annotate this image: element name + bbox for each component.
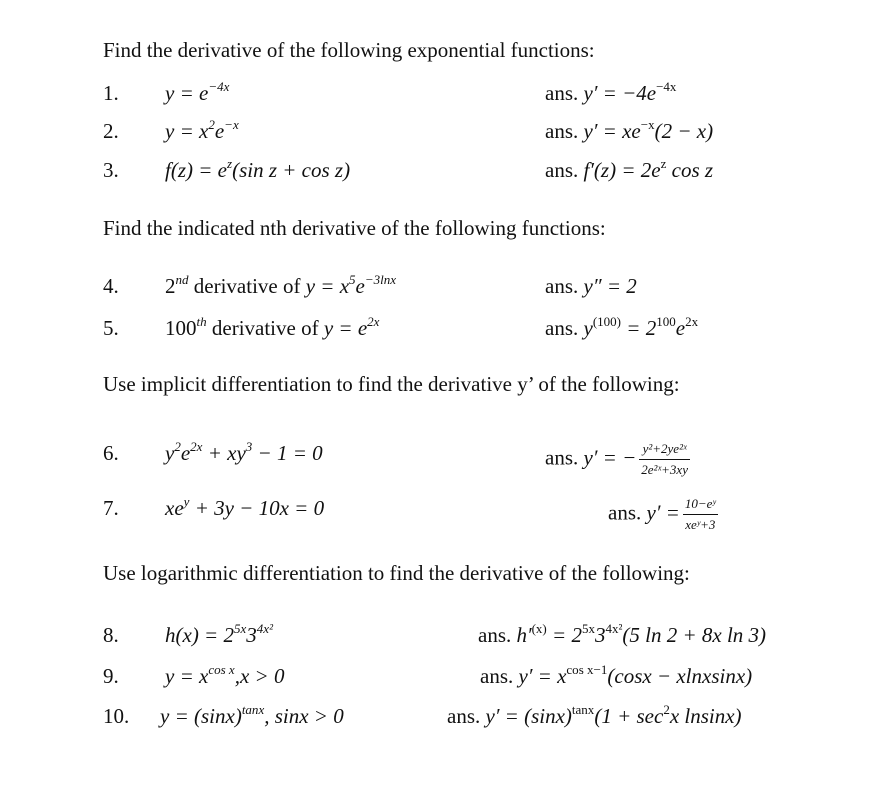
heading-logarithmic: Use logarithmic differentiation to find the derivative of the following: <box>103 561 690 585</box>
answer-part: = 2 <box>546 623 582 647</box>
answer-part: y′ = −4e <box>583 81 657 105</box>
problem-expression <box>165 620 273 648</box>
fraction-numerator: 10−eʸ <box>683 496 718 515</box>
expression-part: 5 <box>349 271 356 287</box>
answer-expression <box>545 313 699 341</box>
expression-part: y <box>183 493 190 509</box>
expression-part: 2 <box>174 438 181 454</box>
problem-expression <box>160 701 344 729</box>
expression-part: th <box>196 313 207 329</box>
expression-part: e <box>214 119 225 143</box>
expression-part: 4x² <box>256 620 273 636</box>
answer-expression <box>478 620 767 648</box>
answer-label: ans. <box>447 704 481 728</box>
heading-exponential: Find the derivative of the following exponential functions: <box>103 38 595 62</box>
expression-part: 3 <box>246 623 257 647</box>
answer-expression <box>480 661 753 689</box>
expression-part: 5x <box>233 620 247 636</box>
answer-expression <box>545 441 690 478</box>
answer-expression <box>447 701 742 729</box>
answer-expression <box>545 274 637 299</box>
answer-part: cos z <box>666 158 714 182</box>
answer-part: −x <box>640 116 655 132</box>
problem-number: 10. <box>103 704 130 728</box>
answer-label: ans. <box>545 316 579 340</box>
expression-part: y = x <box>305 274 350 298</box>
expression-part: (sin z + cos z) <box>232 158 351 182</box>
answer-part: e <box>675 316 686 340</box>
answer-part: (cosx − xlnxsinx) <box>607 664 753 688</box>
expression-part: h(x) = 2 <box>165 623 234 647</box>
answer-part: f′(z) = 2e <box>583 158 661 182</box>
answer-part: (x) <box>531 620 547 636</box>
answer-part: 100 <box>656 313 676 329</box>
expression-part: z <box>227 155 233 171</box>
answer-part: y′ = <box>646 500 680 525</box>
expression-part: 2x <box>367 313 380 329</box>
expression-part: y <box>165 441 175 465</box>
answer-part: 4x² <box>605 620 623 636</box>
heading-implicit: Use implicit differentiation to find the derivative y’ of the following: <box>103 372 680 396</box>
expression-part: nd <box>175 271 189 287</box>
expression-part: + xy <box>202 441 246 465</box>
answer-label: ans. <box>545 274 579 298</box>
problem-expression <box>165 493 325 521</box>
expression-part: + 3y − 10x = 0 <box>189 496 325 520</box>
answer-label: ans. <box>480 664 514 688</box>
expression-part: f(z) = e <box>165 158 227 182</box>
answer-label: ans. <box>545 445 579 470</box>
problem-expression <box>165 661 285 689</box>
answer-part: (1 + sec <box>594 704 664 728</box>
problem-number: 2. <box>103 119 119 143</box>
expression-part: 2 <box>208 116 215 132</box>
expression-part: xe <box>165 496 184 520</box>
fraction-numerator: y²+2ye²ˣ <box>639 441 690 460</box>
expression-part: y = (sinx) <box>160 704 242 728</box>
expression-part: cos x <box>208 661 235 677</box>
answer-expression <box>545 116 714 144</box>
answer-part: y′ = − <box>583 445 637 470</box>
answer-label: ans. <box>478 623 512 647</box>
answer-part: y′ = xe <box>583 119 641 143</box>
expression-part: ,x > 0 <box>234 664 285 688</box>
expression-part: e <box>355 274 365 298</box>
answer-part: h′ <box>516 623 532 647</box>
answer-part: z <box>660 155 667 171</box>
answer-part: 3 <box>594 623 606 647</box>
expression-part: 100 <box>165 316 197 340</box>
answer-label: ans. <box>545 81 579 105</box>
fraction-denominator: xeʸ+3 <box>685 517 716 532</box>
answer-part: y″ = 2 <box>583 274 637 298</box>
answer-expression <box>545 78 677 106</box>
answer-part: x lnsinx) <box>669 704 742 728</box>
problem-expression <box>165 116 239 144</box>
answer-label: ans. <box>608 500 642 525</box>
expression-part: derivative of <box>188 274 306 298</box>
answer-part: (5 ln 2 + 8x ln 3) <box>622 623 767 647</box>
expression-part: derivative of <box>206 316 324 340</box>
problem-expression <box>165 313 380 341</box>
problem-number: 1. <box>103 81 119 105</box>
problem-expression <box>165 155 351 183</box>
problem-number: 7. <box>103 496 119 520</box>
answer-part: (100) <box>592 313 622 329</box>
answer-part: y′ = x <box>518 664 567 688</box>
expression-part: −3lnx <box>364 271 397 287</box>
answer-part: −4x <box>656 78 677 94</box>
answer-part: y <box>583 316 593 340</box>
expression-part: − 1 = 0 <box>252 441 323 465</box>
expression-part: 2x <box>190 438 203 454</box>
answer-part: y′ = (sinx) <box>485 704 572 728</box>
answer-label: ans. <box>545 158 579 182</box>
expression-part: 2 <box>165 274 176 298</box>
expression-part: y = e <box>165 81 209 105</box>
answer-part: 2 <box>663 701 670 717</box>
problem-expression <box>165 271 397 299</box>
answer-part: = 2 <box>621 316 657 340</box>
problem-number: 4. <box>103 274 119 298</box>
expression-part: y = x <box>165 119 209 143</box>
answer-fraction <box>683 496 718 533</box>
expression-part: , sinx > 0 <box>264 704 344 728</box>
answer-label: ans. <box>545 119 579 143</box>
expression-part: e <box>180 441 191 465</box>
answer-part: 2x <box>685 313 699 329</box>
problem-number: 9. <box>103 664 119 688</box>
expression-part: tanx <box>241 701 265 717</box>
expression-part: −4x <box>208 78 230 94</box>
problem-number: 8. <box>103 623 119 647</box>
problem-number: 6. <box>103 441 119 465</box>
problem-expression <box>165 438 323 466</box>
expression-part: y = x <box>165 664 209 688</box>
answer-expression <box>608 496 718 533</box>
problem-number: 5. <box>103 316 119 340</box>
answer-expression <box>545 155 714 183</box>
answer-part: (2 − x) <box>654 119 714 143</box>
problem-expression <box>165 78 230 106</box>
answer-part: tanx <box>571 701 595 717</box>
expression-part: −x <box>224 116 239 132</box>
problem-number: 3. <box>103 158 119 182</box>
answer-fraction <box>639 441 690 478</box>
answer-part: 5x <box>581 620 595 636</box>
expression-part: 3 <box>245 438 253 454</box>
heading-nth-derivative: Find the indicated nth derivative of the following functions: <box>103 216 606 240</box>
fraction-denominator: 2e²ˣ+3xy <box>641 462 688 477</box>
expression-part: y = e <box>323 316 368 340</box>
answer-part: cos x−1 <box>566 661 608 677</box>
